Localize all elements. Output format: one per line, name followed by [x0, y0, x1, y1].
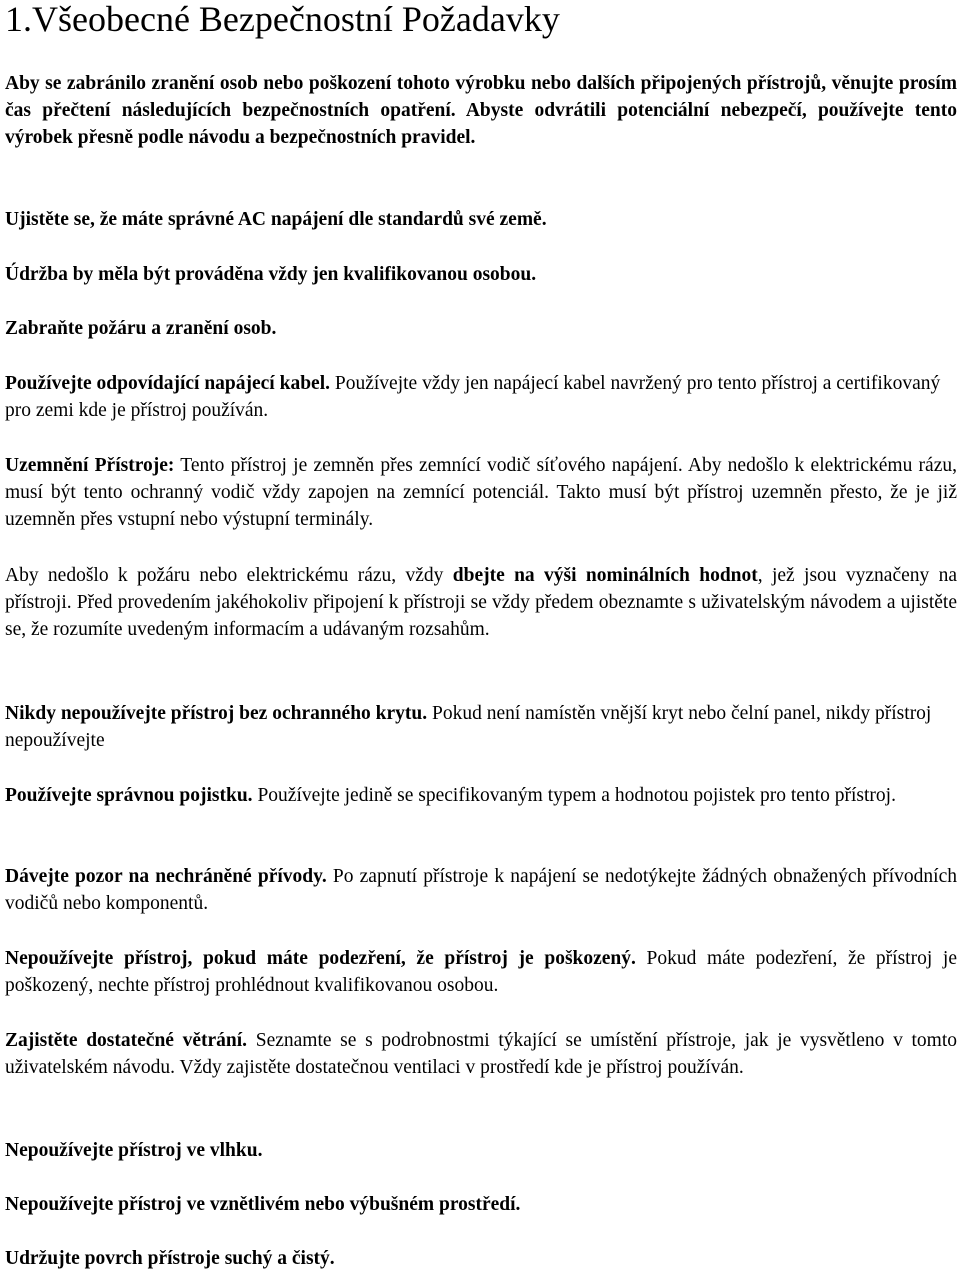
- cover-bold: Nikdy nepoužívejte přístroj bez ochranného krytu.: [5, 703, 428, 724]
- damage-paragraph: [5, 945, 957, 999]
- ratings-bold: dbejte na výši nominálních hodnot: [452, 565, 758, 586]
- clean-text: Udržujte povrch přístroje suchý a čistý.: [5, 1248, 335, 1269]
- intro-paragraph: [5, 70, 957, 151]
- power-cable-paragraph: [5, 370, 957, 424]
- ac-power-text: Ujistěte se, že máte správné AC napájení dle standardů své země.: [5, 209, 547, 230]
- fire-text: Zabraňte požáru a zranění osob.: [5, 318, 277, 339]
- damage-text: Pokud máte podezření, že přístroj je poškozený, nechte přístroj prohlédnout kvalifikovanou osobou.: [5, 948, 957, 996]
- power-cable-bold: Používejte odpovídající napájecí kabel.: [5, 373, 330, 394]
- section-heading: 1.Všeobecné Bezpečnostní Požadavky: [5, 0, 560, 39]
- damage-bold: Nepoužívejte přístroj, pokud máte podezření, že přístroj je poškozený.: [5, 948, 636, 969]
- maintenance-text: Údržba by měla být prováděna vždy jen kvalifikovanou osobou.: [5, 264, 537, 285]
- cover-paragraph: [5, 700, 957, 754]
- maintenance-paragraph: [5, 261, 957, 288]
- power-cable-text: Používejte vždy jen napájecí kabel navržený pro tento přístroj a certifikovaný pro zemi kde je přístroj používán.: [5, 373, 941, 421]
- ratings-paragraph: [5, 562, 957, 643]
- leads-bold: Dávejte pozor na nechráněné přívody.: [5, 866, 327, 887]
- fuse-text: Používejte jedině se specifikovaným typem a hodnotou pojistek pro tento přístroj.: [252, 785, 896, 806]
- grounding-text: Tento přístroj je zemněn přes zemnící vodič síťového napájení. Aby nedošlo k elektrickému rázu, musí být tento ochranný vodič vždy zapojen na zemnící potenciál. Takto musí být přístroj uzemněn přesto, že je již uzemněn přes vstupní nebo výstupní terminály.: [5, 455, 957, 530]
- humidity-text: Nepoužívejte přístroj ve vlhku.: [5, 1140, 263, 1161]
- ventilation-text: Seznamte se s podrobnostmi týkající se umístění přístroje, jak je vysvětleno v tomto uživatelském návodu. Vždy zajistěte dostatečnou ventilaci v prostředí kde je přístroj používán.: [5, 1030, 957, 1078]
- ratings-text-a: Aby nedošlo k požáru nebo elektrickému rázu, vždy: [5, 565, 453, 586]
- ratings-text-b: , jež jsou vyznačeny na přístroji. Před provedením jakéhokoliv připojení k přístroji se vždy předem obeznamte s uživatelským návodem a ujistěte se, že rozumíte uvedeným informacím a udávaným rozsahům.: [5, 565, 957, 640]
- explosive-text: Nepoužívejte přístroj ve vznětlivém nebo výbušném prostředí.: [5, 1194, 521, 1215]
- ac-power-paragraph: [5, 206, 957, 233]
- intro-bold-text: Aby se zabránilo zranění osob nebo poškození tohoto výrobku nebo dalších připojených přístrojů, věnujte prosím čas přečtení následujících bezpečnostních opatření. Abyste odvrátili potenciální nebezpečí, používejte tento výrobek přesně podle návodu a bezpečnostních pravidel.: [5, 73, 957, 148]
- fire-paragraph: [5, 315, 957, 342]
- fuse-paragraph: [5, 782, 957, 809]
- ventilation-paragraph: [5, 1027, 957, 1081]
- grounding-paragraph: [5, 452, 957, 533]
- leads-text: Po zapnutí přístroje k napájení se nedotýkejte žádných obnažených přívodních vodičů nebo komponentů.: [5, 866, 958, 914]
- ventilation-bold: Zajistěte dostatečné větrání.: [5, 1030, 248, 1051]
- explosive-paragraph: [5, 1191, 957, 1218]
- grounding-bold: Uzemnění Přístroje:: [5, 455, 175, 476]
- cover-text: Pokud není namístěn vnější kryt nebo čelní panel, nikdy přístroj nepoužívejte: [5, 703, 932, 751]
- humidity-paragraph: [5, 1137, 957, 1164]
- fuse-bold: Používejte správnou pojistku.: [5, 785, 253, 806]
- clean-paragraph: [5, 1245, 957, 1272]
- leads-paragraph: [5, 863, 957, 917]
